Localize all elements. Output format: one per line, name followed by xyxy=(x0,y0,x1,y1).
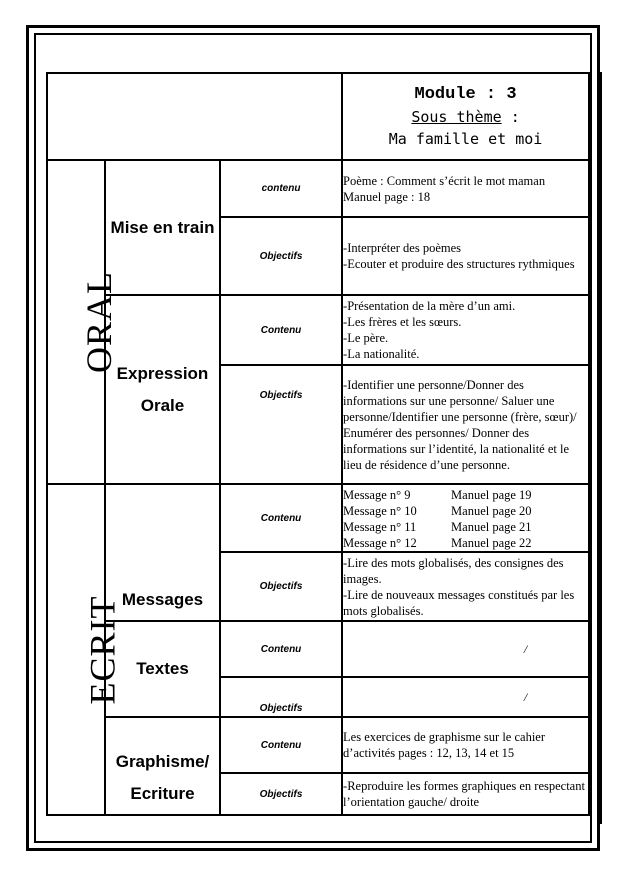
section-ecrit-label: ECRIT xyxy=(82,595,123,704)
message-page: Manuel page 19 xyxy=(451,487,532,502)
section-ecrit xyxy=(47,484,123,815)
message-number: Message n° 10 xyxy=(343,503,417,518)
label-contenu: Contenu xyxy=(220,717,342,773)
label-objectifs: Objectifs xyxy=(220,217,342,295)
table-row xyxy=(47,295,589,365)
text-line: -Lire de nouveaux messages constitués par les mots globalisés. xyxy=(343,587,575,618)
table-row xyxy=(47,160,589,217)
module-title: Module : 3 xyxy=(414,84,517,104)
empty-marker: / xyxy=(523,690,528,704)
label-objectifs: Objectifs xyxy=(220,677,342,717)
text-line: -Interpréter des poèmes xyxy=(343,241,462,255)
label-objectifs: Objectifs xyxy=(220,365,342,484)
section-oral xyxy=(47,160,119,484)
header-row xyxy=(47,73,589,160)
label-contenu: Contenu xyxy=(220,621,342,677)
text-line: -Lire des mots globalisés, des consignes des images. xyxy=(343,555,564,586)
message-number: Message n° 12 xyxy=(343,535,417,550)
text-paragraph: -Reproduire les formes graphiques en respectant l’orientation gauche/ droite xyxy=(343,779,585,809)
text-line: -Le père. xyxy=(343,331,389,345)
message-item xyxy=(343,487,588,503)
section-oral-label: ORAL xyxy=(79,271,119,373)
text-line: Manuel page : 18 xyxy=(343,189,431,204)
right-edge-line xyxy=(600,72,602,824)
messages-objectifs xyxy=(342,552,589,621)
label-objectifs: Objectifs xyxy=(220,552,342,621)
label-contenu: Contenu xyxy=(220,484,342,552)
module-table xyxy=(46,72,590,816)
row-title-expression-orale: Expression Orale xyxy=(105,295,220,484)
label-contenu: contenu xyxy=(220,160,342,217)
sous-theme-colon: : xyxy=(510,107,520,126)
graphisme-contenu xyxy=(342,717,589,773)
expression-orale-contenu xyxy=(342,295,589,365)
message-page: Manuel page 22 xyxy=(451,535,532,550)
table-row xyxy=(47,621,589,677)
message-page: Manuel page 21 xyxy=(451,519,532,534)
row-title-messages: Messages xyxy=(105,484,220,621)
text-paragraph: Les exercices de graphisme sur le cahier d’activités pages : 12, 13, 14 et 15 xyxy=(343,730,546,760)
mise-en-train-contenu xyxy=(342,160,589,217)
row-title-mise-en-train: Mise en train xyxy=(105,160,220,295)
sous-theme xyxy=(343,106,588,128)
table-row xyxy=(47,717,589,773)
label-contenu: Contenu xyxy=(220,295,342,365)
sous-theme-value: Ma famille et moi xyxy=(388,129,543,148)
row-title-graphisme: Graphisme/ Ecriture xyxy=(105,717,220,815)
message-page: Manuel page 20 xyxy=(451,503,532,518)
message-number: Message n° 11 xyxy=(343,519,417,534)
messages-contenu xyxy=(342,484,589,552)
message-item xyxy=(343,519,588,535)
row-title-textes: Textes xyxy=(105,621,220,717)
textes-contenu xyxy=(342,621,589,677)
mise-en-train-objectifs xyxy=(342,217,589,295)
text-line: -Présentation de la mère d’un ami. xyxy=(343,299,516,313)
message-item xyxy=(343,503,588,519)
text-line: Poème : Comment s’écrit le mot maman xyxy=(343,173,546,188)
sous-theme-label: Sous thème xyxy=(411,107,502,126)
graphisme-objectifs xyxy=(342,773,589,815)
empty-marker: / xyxy=(523,642,528,656)
header-cell xyxy=(342,73,589,160)
message-item xyxy=(343,535,588,551)
text-line: -La nationalité. xyxy=(343,347,420,361)
label-objectifs: Objectifs xyxy=(220,773,342,815)
header-blank-cell xyxy=(47,73,342,160)
expression-orale-objectifs xyxy=(342,365,589,484)
message-number: Message n° 9 xyxy=(343,487,411,502)
text-paragraph: -Identifier une personne/Donner des informations sur une personne/ Saluer une personne/Identifier une personne (frère, sœur)/ Enumérer des personnes/ Donner des informations sur l’identité, la nationalité et le lieu de résidence d’une personne. xyxy=(343,377,577,472)
text-line: -Les frères et les sœurs. xyxy=(343,315,462,329)
text-line: -Ecouter et produire des structures rythmiques xyxy=(343,257,575,271)
table-row xyxy=(47,484,589,552)
textes-objectifs xyxy=(342,677,589,717)
